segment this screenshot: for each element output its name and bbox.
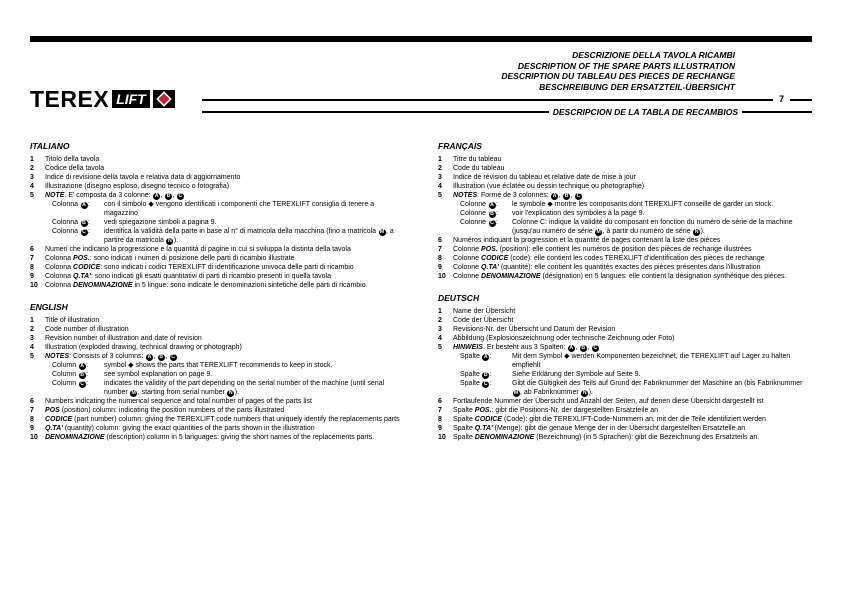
logo-emblem-icon — [153, 90, 175, 108]
item-number: 5 — [438, 344, 442, 351]
list-item — [438, 182, 812, 191]
circled-letter-c-icon: C — [593, 345, 598, 351]
keyword-label: Q.TA' — [481, 264, 499, 271]
list-item — [438, 155, 812, 164]
list-item — [30, 272, 404, 281]
item-number: 6 — [30, 246, 34, 253]
circled-letter-a-icon: A — [483, 354, 488, 360]
keyword-label: NOTES — [45, 353, 70, 360]
keyword-label: Q.TA' — [45, 425, 63, 432]
item-number: 4 — [438, 183, 442, 190]
item-number: 1 — [30, 156, 34, 163]
circled-letter-c-icon: C — [80, 381, 84, 387]
sub-item — [45, 379, 404, 397]
item-text: Colonna CODICE: sono indicati i codici TEREXLIFT di identificazione univoca delle parti di ricambio — [45, 264, 354, 271]
top-rule — [30, 36, 812, 42]
keyword-label: NOTES — [453, 192, 478, 199]
sub-item-text: vedi spiegazione simboli a pagina 9. — [104, 219, 217, 226]
keyword-label: DENOMINAZIONE — [474, 434, 535, 441]
circled-letter-n-icon: N — [582, 390, 587, 396]
item-text: Indice de révision du tableau et relative date de mise à jour — [453, 174, 636, 181]
list-item — [30, 343, 404, 352]
item-text: Illustrazione (disegno esploso, disegno tecnico o fotografia) — [45, 183, 230, 190]
circled-letter-b-icon: B — [564, 193, 569, 199]
item-number: 3 — [438, 326, 442, 333]
list-item — [30, 334, 404, 343]
header-title-spanish-row — [202, 107, 812, 118]
circled-letter-a-icon: A — [490, 202, 494, 208]
list-item — [438, 424, 812, 433]
circled-letter-a-icon: A — [82, 202, 86, 208]
circled-letter-c-icon: C — [576, 193, 581, 199]
list-item — [30, 245, 404, 254]
list-item — [438, 325, 812, 334]
text-column — [30, 142, 404, 442]
item-text: Spalte Q.TA' (Menge): gibt die genaue Menge der in der Übersicht dargestellten Ersatzteile an — [453, 425, 746, 432]
list-item — [438, 191, 812, 200]
list-item — [438, 415, 812, 424]
item-number: 10 — [438, 434, 446, 441]
header-title-german: BESCHREIBUNG DER ERSATZTEIL-ÜBERSICHT — [539, 81, 735, 92]
item-number: 6 — [438, 237, 442, 244]
sub-item-label: Spalte A : — [460, 353, 492, 360]
circled-letter-b-icon: B — [483, 372, 488, 378]
item-text: NOTES. Formé de 3 colonnes: A , B , C — [453, 192, 581, 199]
item-number: 2 — [30, 165, 34, 172]
item-text: Spalte DENOMINAZIONE (Bezeichnung) (in 5 Sprachen): gibt die Bezeichnung des Ersatzteils an. — [453, 434, 760, 441]
item-number: 10 — [30, 282, 38, 289]
item-number: 1 — [438, 156, 442, 163]
item-number: 1 — [438, 308, 442, 315]
sub-item-text: voir l'explication des symboles à la page 9. — [512, 210, 645, 217]
list-item — [30, 406, 404, 415]
section-english — [30, 303, 404, 442]
item-number: 2 — [30, 326, 34, 333]
item-number: 2 — [438, 317, 442, 324]
list-item — [30, 173, 404, 182]
item-text: Titre du tableau — [453, 156, 502, 163]
item-text: Numbers indicating the numerical sequence and total number of pages of the parts list — [45, 398, 312, 405]
item-text: Numéros indiquant la progression et la quantité de pages contenant la liste des pièces — [453, 237, 721, 244]
list-item — [438, 343, 812, 352]
item-text: Numeri che indicano la progressione e la quantità di pagine in cui si sviluppa la distinta della tavola — [45, 246, 351, 253]
header-rule2-end — [742, 111, 812, 113]
sub-item — [45, 200, 404, 218]
sub-item-label: Spalte B : — [460, 371, 492, 378]
circled-letter-c-icon: C — [82, 229, 86, 235]
page-number: 7 — [778, 94, 784, 104]
list-item — [438, 236, 812, 245]
item-number: 8 — [438, 416, 442, 423]
list-item — [30, 263, 404, 272]
sub-item-label: Column B : — [52, 371, 89, 378]
item-text: Indice di revisione della tavola e relativa data di aggiornamento — [45, 174, 241, 181]
list-item — [438, 164, 812, 173]
list-item — [438, 263, 812, 272]
header-title-italian: DESCRIZIONE DELLA TAVOLA RICAMBI — [572, 50, 735, 60]
list-item — [438, 397, 812, 406]
sub-item — [45, 361, 404, 370]
circled-letter-b-icon: B — [581, 345, 586, 351]
item-number: 7 — [438, 246, 442, 253]
circled-letter-b-icon: B — [490, 211, 494, 217]
circled-letter-m-icon: M — [596, 229, 601, 235]
logo-lift-text: LIFT — [112, 90, 150, 108]
sub-item — [45, 227, 404, 245]
item-number: 8 — [30, 416, 34, 423]
header-rule2 — [202, 111, 549, 113]
keyword-label: CODICE — [73, 264, 101, 271]
diamond-icon: ◆ — [128, 361, 134, 369]
item-text: Title of illustration — [45, 317, 100, 324]
item-number: 4 — [30, 183, 34, 190]
keyword-label: POS. — [474, 407, 492, 414]
item-number: 8 — [30, 264, 34, 271]
item-text: Code number of illustration — [45, 326, 129, 333]
list-item — [438, 316, 812, 325]
sub-item — [453, 352, 812, 370]
logo-area — [30, 86, 202, 118]
text-column — [438, 142, 812, 442]
item-text: Spalte CODICE (Code): gibt die TEREXLIFT-Code-Nummern an, mit der die Teile identifiziert werden — [453, 416, 766, 423]
circled-letter-m-icon: M — [131, 390, 136, 396]
sub-item-label: Colonna C : — [52, 228, 90, 235]
section-italiano — [30, 142, 404, 290]
header-rule-end — [790, 99, 812, 101]
item-text: Colonne POS. (position): elle contient les numéros de position des pièces de rechange illustrées — [453, 246, 752, 253]
keyword-label: HINWEIS — [453, 344, 483, 351]
sub-item-label: Colonna A : — [52, 201, 90, 208]
sub-item — [45, 218, 404, 227]
list-item — [438, 433, 812, 442]
sub-item — [453, 379, 812, 397]
page-header — [30, 50, 812, 118]
item-text: Abbildung (Explosionszeichnung oder technische Zeichnung oder Foto) — [453, 335, 675, 342]
sub-item-label: Colonne B : — [460, 210, 498, 217]
item-text: Revision number of illustration and date of revision — [45, 335, 202, 342]
circled-letter-a-icon: A — [552, 193, 557, 199]
item-number: 9 — [30, 425, 34, 432]
item-number: 6 — [438, 398, 442, 405]
header-title-french: DESCRIPTION DU TABLEAU DES PIECES DE RECHANGE — [501, 71, 735, 81]
logo-terex-text: TEREX — [30, 85, 110, 112]
item-text: Code der Übersicht — [453, 317, 514, 324]
sub-item — [453, 209, 812, 218]
item-number: 9 — [30, 273, 34, 280]
circled-letter-a-icon: A — [569, 345, 574, 351]
item-number: 4 — [30, 344, 34, 351]
keyword-label: Q.TA' — [73, 273, 91, 280]
sub-item-label: Column A : — [52, 362, 89, 369]
item-number: 10 — [438, 273, 446, 280]
item-text: Q.TA' (quantity) column: giving the exact quantities of the parts shown in the illustration — [45, 425, 315, 432]
circled-letter-a-icon: A — [80, 363, 84, 369]
list-item — [438, 173, 812, 182]
section-heading-deutsch: DEUTSCH — [438, 293, 480, 303]
list-item — [30, 433, 404, 442]
item-number: 10 — [30, 434, 38, 441]
circled-letter-m-icon: M — [379, 229, 385, 235]
item-number: 9 — [438, 264, 442, 271]
keyword-label: POS. — [481, 246, 498, 253]
logo-diamond-shape — [158, 93, 169, 104]
sub-item-label: Column C : — [52, 380, 89, 387]
list-item — [438, 245, 812, 254]
sub-item-text: Colonne C: indique la validité du composant en fonction du numéro de série de la machine (jusqu'au numéro de série M , à partir du numéro de série N ). — [512, 219, 793, 235]
header-rule-row — [202, 95, 812, 104]
sub-item — [453, 370, 812, 379]
circled-letter-c-icon: C — [483, 381, 488, 387]
item-text: Colonne DENOMINAZIONE (désignation) en 5 langues: elle contient la désignation synthétique des pièces. — [453, 273, 787, 280]
circled-letter-n-icon: N — [228, 390, 233, 396]
sub-item-text: le symbole ◆ montre les composants dont TEREXLIFT conseille de garder un stock. — [512, 200, 774, 208]
sub-item-label: Colonne A : — [460, 201, 498, 208]
sub-item — [453, 200, 812, 209]
list-item — [30, 352, 404, 361]
item-number: 7 — [30, 255, 34, 262]
sub-item-text: identifica la validità della parte in base al n° di matricola della macchina (fino a matricola M , a partire da matricola N ). — [104, 228, 394, 244]
sub-item-text: symbol ◆ shows the parts that TEREXLIFT recommends to keep in stock. — [104, 361, 333, 369]
header-title-spanish: DESCRIPCION DE LA TABLA DE RECAMBIOS — [552, 107, 738, 117]
item-text: Illustration (exploded drawing, technical drawing or photograph) — [45, 344, 242, 351]
list-item — [438, 406, 812, 415]
item-text: Colonna Q.TA': sono indicati gli esatti quantitativi di parti di ricambio presenti in quella tavola — [45, 273, 331, 280]
item-number: 1 — [30, 317, 34, 324]
list-item — [30, 164, 404, 173]
header-title-english: DESCRIPTION OF THE SPARE PARTS ILLUSTRATION — [517, 60, 735, 71]
sub-item-text: Siehe Erklärung der Symbole auf Seite 9. — [512, 371, 641, 378]
list-item — [30, 254, 404, 263]
circled-letter-a-icon: A — [154, 193, 159, 199]
section-heading-italiano: ITALIANO — [30, 141, 70, 151]
sub-item-text: see symbol explanation on page 9. — [104, 371, 213, 378]
section-heading-francais: FRANÇAIS — [438, 141, 482, 151]
sub-item-text: con il simbolo ◆ vengono identificati i componenti che TEREXLIFT consiglia di tenere a magazzino — [104, 200, 375, 217]
list-item — [438, 272, 812, 281]
sub-item-text: indicates the validity of the part depending on the serial number of the machine (until serial number M , starting from serial number N ). — [104, 380, 385, 396]
item-number: 6 — [30, 398, 34, 405]
item-number: 8 — [438, 255, 442, 262]
circled-letter-c-icon: C — [178, 193, 183, 199]
list-item — [30, 316, 404, 325]
keyword-label: Q.TA' — [474, 425, 493, 432]
sub-item-text: Mit dem Symbol ◆ werden Komponenten bezeichnet, die TEREXLIFT auf Lager zu halten empfiehlt — [512, 352, 791, 369]
item-text: Colonna POS.: sono indicati i numeri di posizione delle parti di ricambio illustrate — [45, 255, 295, 262]
sub-item — [45, 370, 404, 379]
item-text: CODICE (part number) column: giving the TEREXLIFT code numbers that uniquely identify the replacements parts — [45, 416, 400, 423]
item-text: NOTES: Consists of 3 columns: A , B , C . — [45, 353, 180, 360]
sub-item-text: Gibt die Gültigkeit des Teils auf Grund der Fabriknummer der Maschine an (bis Fabriknummer M , ab Fabriknummer N ). — [512, 380, 803, 396]
keyword-label: CODICE — [45, 416, 73, 423]
item-text: Illustration (vue éclatée ou dessin technique ou photographie) — [453, 183, 645, 190]
list-item — [438, 254, 812, 263]
circled-letter-n-icon: N — [167, 238, 172, 244]
item-number: 2 — [438, 165, 442, 172]
sub-item-label: Colonna B : — [52, 219, 90, 226]
keyword-label: DENOMINAZIONE — [481, 273, 541, 280]
diamond-icon: ◆ — [148, 200, 154, 208]
sub-item-label: Colonne C : — [460, 219, 498, 226]
item-number: 5 — [30, 192, 34, 199]
item-text: Colonna DENOMINAZIONE in 5 lingue: sono indicate le denominazioni sintetiche delle parti di ricambio. — [45, 282, 368, 289]
item-number: 3 — [438, 174, 442, 181]
section-francais — [438, 142, 812, 281]
keyword-label: DENOMINAZIONE — [45, 434, 105, 441]
item-text: DENOMINAZIONE (description) column in 5 languages: giving the short names of the replacements parts. — [45, 434, 375, 441]
sub-item — [453, 218, 812, 236]
item-text: Titolo della tavola — [45, 156, 100, 163]
item-text: Colonne CODICE (code): elle contient les codes TEREXLIFT d'identification des pièces de rechange — [453, 255, 765, 262]
keyword-label: NOTE — [45, 192, 65, 199]
circled-letter-n-icon: N — [694, 229, 699, 235]
sub-item-label: Spalte C : — [460, 380, 492, 387]
section-deutsch — [438, 294, 812, 442]
content — [30, 142, 812, 442]
list-item — [438, 334, 812, 343]
item-number: 3 — [30, 335, 34, 342]
circled-letter-c-icon: C — [171, 354, 176, 360]
circled-letter-b-icon: B — [159, 354, 164, 360]
list-item — [30, 182, 404, 191]
item-number: 7 — [30, 407, 34, 414]
item-text: Fortlaufende Nummer der Übersicht und Anzahl der Seiten, auf denen diese Übersicht dargestellt ist — [453, 398, 764, 405]
terexlift-logo — [30, 86, 202, 113]
item-text: Code du tableau — [453, 165, 505, 172]
item-text: Codice della tavola — [45, 165, 105, 172]
list-item — [30, 415, 404, 424]
keyword-label: POS. — [73, 255, 90, 262]
keyword-label: DENOMINAZIONE — [73, 282, 133, 289]
keyword-label: CODICE — [481, 255, 509, 262]
item-text: Name der Übersicht — [453, 308, 516, 315]
header-rule — [202, 99, 773, 101]
item-text: HINWEIS. Er besteht aus 3 Spalten: A , B , C — [453, 344, 598, 351]
circled-letter-b-icon: B — [166, 193, 171, 199]
item-number: 3 — [30, 174, 34, 181]
list-item — [30, 281, 404, 290]
diamond-icon: ◆ — [547, 200, 553, 208]
item-number: 5 — [438, 192, 442, 199]
circled-letter-a-icon: A — [147, 354, 152, 360]
keyword-label: CODICE — [474, 416, 503, 423]
item-number: 4 — [438, 335, 442, 342]
circled-letter-b-icon: B — [82, 220, 86, 226]
item-number: 5 — [30, 353, 34, 360]
diamond-icon: ◆ — [564, 352, 570, 360]
list-item — [30, 155, 404, 164]
item-text: NOTE. E' composta da 3 colonne: A , B , C — [45, 192, 183, 199]
list-item — [30, 191, 404, 200]
circled-letter-b-icon: B — [80, 372, 84, 378]
item-text: Colonne Q.TA' (quantité): elle contient les quantités exactes des pièces présentes dans l'illustration — [453, 264, 761, 271]
item-text: Revisions-Nr. der Übersicht und Datum der Revision — [453, 326, 616, 333]
header-titles — [202, 50, 812, 118]
list-item — [438, 307, 812, 316]
circled-letter-c-icon: C — [490, 220, 494, 226]
circled-letter-m-icon: M — [513, 390, 519, 396]
list-item — [30, 325, 404, 334]
item-text: Spalte POS.: gibt die Positions-Nr. der dargestellten Ersatzteile an — [453, 407, 659, 414]
item-number: 7 — [438, 407, 442, 414]
keyword-label: POS — [45, 407, 60, 414]
list-item — [30, 424, 404, 433]
item-number: 9 — [438, 425, 442, 432]
section-heading-english: ENGLISH — [30, 302, 68, 312]
list-item — [30, 397, 404, 406]
item-text: POS (position) column: indicating the position numbers of the parts illustrated — [45, 407, 285, 414]
